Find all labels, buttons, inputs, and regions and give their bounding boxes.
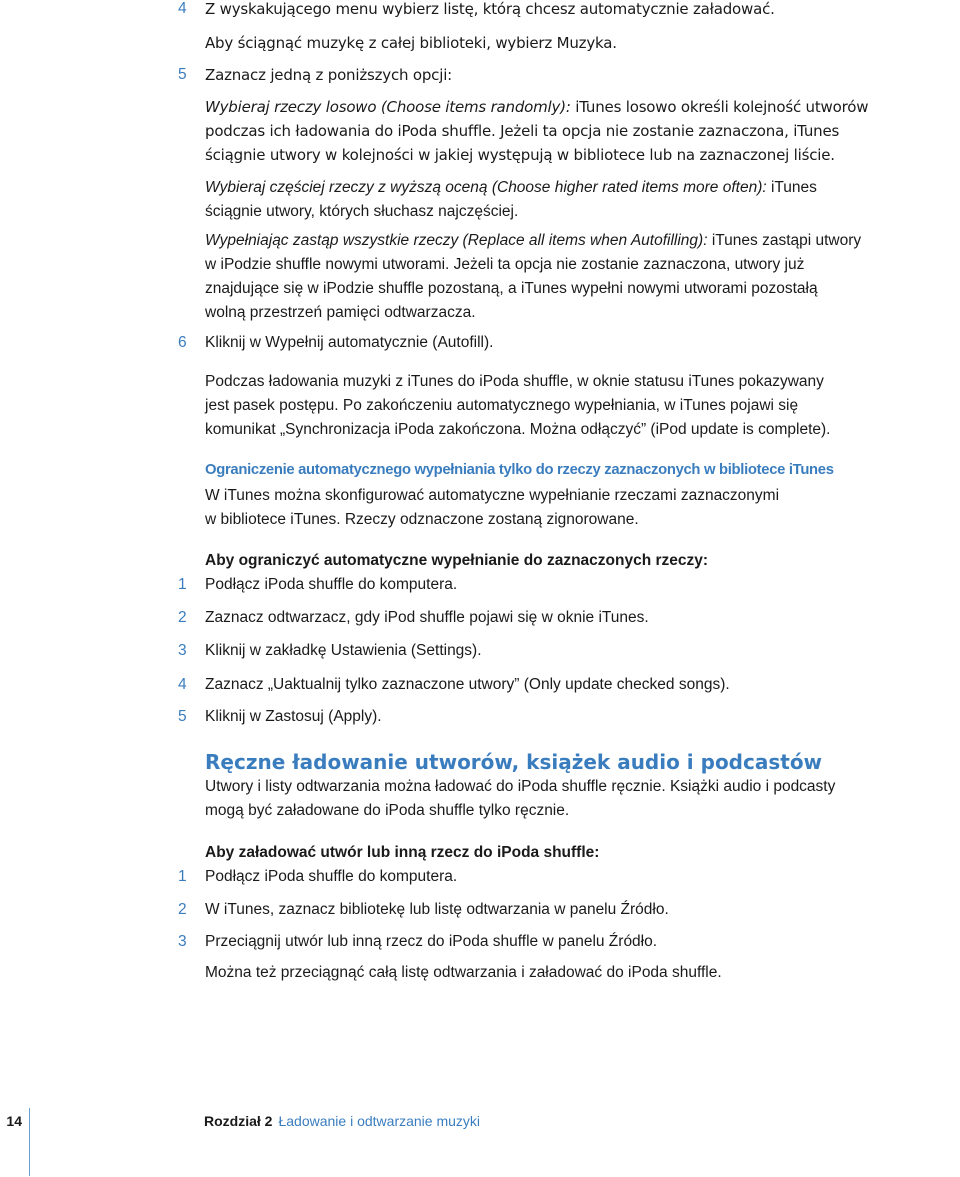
step-number: 2 [178, 901, 187, 918]
paragraph-line: komunikat „Synchronizacja iPoda zakończona. Można odłączyć” (iPod update is complete). [205, 421, 831, 438]
step-number: 4 [178, 0, 187, 17]
footer-divider [29, 1108, 30, 1176]
step-number: 5 [178, 708, 187, 725]
page-number: 14 [6, 1113, 22, 1129]
option-replace-label: Wypełniając zastąp wszystkie rzeczy (Replace all items when Autofilling): [205, 232, 708, 249]
section-heading: Ręczne ładowanie utworów, książek audio i podcastów [205, 750, 823, 774]
step-text: Kliknij w zakładkę Ustawienia (Settings). [205, 642, 482, 659]
section-heading: Ograniczenie automatycznego wypełniania tylko do rzeczy zaznaczonych w bibliotece iTunes [205, 462, 834, 478]
option-replace-line1: Wypełniając zastąp wszystkie rzeczy (Replace all items when Autofilling): iTunes zastąpi utwory [205, 232, 862, 249]
step-text: Kliknij w Zastosuj (Apply). [205, 708, 382, 725]
paragraph-line: jest pasek postępu. Po zakończeniu automatycznego wypełniania, w iTunes pojawi się [205, 397, 799, 414]
task-heading: Aby załadować utwór lub inną rzecz do iPoda shuffle: [205, 844, 600, 861]
option-random-label: Wybieraj rzeczy losowo (Choose items randomly): [205, 98, 571, 116]
step-number: 6 [178, 334, 187, 351]
step-number: 5 [178, 66, 187, 83]
task-heading: Aby ograniczyć automatyczne wypełnianie do zaznaczonych rzeczy: [205, 552, 709, 569]
step-text: Zaznacz jedną z poniższych opcji: [205, 66, 453, 84]
option-higher-label: Wybieraj częściej rzeczy z wyższą oceną (Choose higher rated items more often): [205, 179, 767, 196]
option-higher-line2: ściągnie utwory, których słuchasz najczęściej. [205, 203, 519, 220]
chapter-label: Rozdział 2 [204, 1113, 273, 1129]
step-number: 2 [178, 609, 187, 626]
step-number: 4 [178, 676, 187, 693]
step-note: Aby ściągnąć muzykę z całej biblioteki, wybierz Muzyka. [205, 34, 617, 52]
paragraph-line: Podczas ładowania muzyki z iTunes do iPoda shuffle, w oknie statusu iTunes pokazywany [205, 373, 824, 390]
option-replace-line3: znajdujące się w iPodzie shuffle pozostaną, a iTunes wypełni nowymi utworami pozostałą [205, 280, 818, 297]
option-random-line2: podczas ich ładowania do iPoda shuffle. Jeżeli ta opcja nie zostanie zaznaczona, iTunes [205, 122, 840, 140]
step-text: Zaznacz odtwarzacz, gdy iPod shuffle pojawi się w oknie iTunes. [205, 609, 649, 626]
paragraph-line: W iTunes można skonfigurować automatyczne wypełnianie rzeczami zaznaczonymi [205, 487, 780, 504]
paragraph-line: Utwory i listy odtwarzania można ładować do iPoda shuffle ręcznie. Książki audio i podcasty [205, 778, 836, 795]
chapter-title: Ładowanie i odtwarzanie muzyki [278, 1113, 481, 1129]
step-number: 3 [178, 642, 187, 659]
step-text: Kliknij w Wypełnij automatycznie (Autofill). [205, 334, 494, 351]
option-random-line1: Wybieraj rzeczy losowo (Choose items randomly): iTunes losowo określi kolejność utworów [205, 98, 869, 116]
paragraph-line: w bibliotece iTunes. Rzeczy odznaczone zostaną zignorowane. [205, 511, 639, 528]
option-replace-line4: wolną przestrzeń pamięci odtwarzacza. [205, 304, 476, 321]
step-text: W iTunes, zaznacz bibliotekę lub listę odtwarzania w panelu Źródło. [205, 901, 669, 918]
footer-chapter [204, 1113, 480, 1129]
option-random-line3: ściągnie utwory w kolejności w jakiej występują w bibliotece lub na zaznaczonej liście. [205, 146, 835, 164]
step-text: Podłącz iPoda shuffle do komputera. [205, 576, 458, 593]
step-text: Zaznacz „Uaktualnij tylko zaznaczone utwory” (Only update checked songs). [205, 676, 730, 693]
step-number: 3 [178, 933, 187, 950]
option-higher-line1: Wybieraj częściej rzeczy z wyższą oceną (Choose higher rated items more often): iTunes [205, 179, 817, 196]
step-text: Przeciągnij utwór lub inną rzecz do iPoda shuffle w panelu Źródło. [205, 933, 658, 950]
paragraph-line: mogą być załadowane do iPoda shuffle tylko ręcznie. [205, 802, 570, 819]
step-text: Podłącz iPoda shuffle do komputera. [205, 868, 458, 885]
note-text: Można też przeciągnąć całą listę odtwarzania i załadować do iPoda shuffle. [205, 964, 722, 981]
step-text: Z wyskakującego menu wybierz listę, którą chcesz automatycznie załadować. [205, 0, 775, 18]
step-number: 1 [178, 868, 187, 885]
option-replace-line2: w iPodzie shuffle nowymi utworami. Jeżeli ta opcja nie zostanie zaznaczona, utwory już [205, 256, 805, 273]
step-number: 1 [178, 576, 187, 593]
